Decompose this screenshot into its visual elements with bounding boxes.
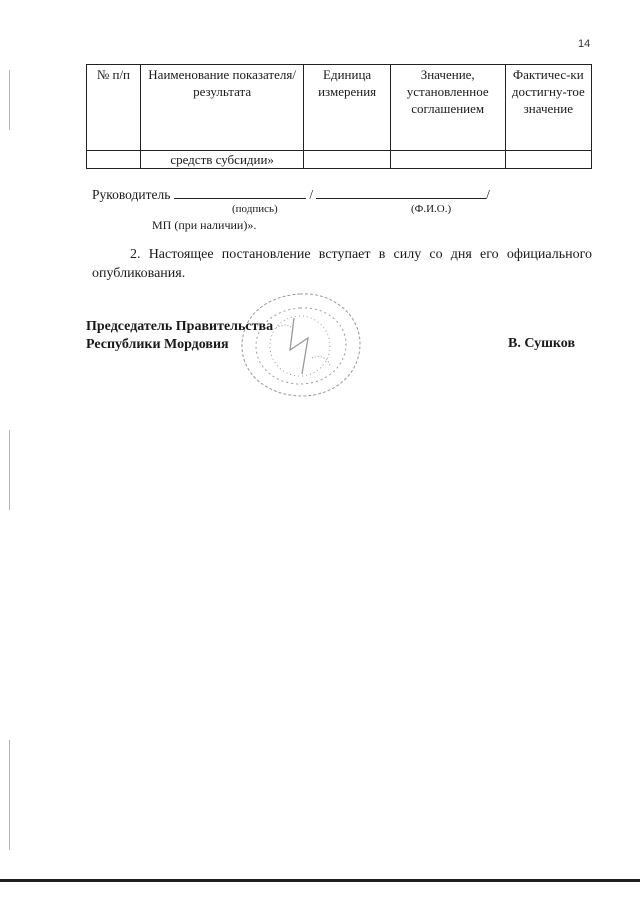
table-cell [390,151,505,169]
header-actual-value: Фактичес-ки достигну-тое значение [505,65,591,151]
table-cell [505,151,591,169]
signature-caption: (подпись) [232,203,278,215]
paragraph-entry-into-force: 2. Настоящее постановление вступает в силу со дня его официального опубликования. [92,247,592,281]
table-cell [304,151,390,169]
header-agreed-value: Значение, установленное соглашением [390,65,505,151]
table-cell [87,151,141,169]
table-header-row [87,65,592,151]
scan-edge-mark [9,70,10,130]
header-unit: Единица измерения [304,65,390,151]
header-indicator-name: Наименование показателя/результата [140,65,304,151]
scan-bottom-edge [0,879,640,882]
signature-end-slash: / [486,187,490,202]
page-number: 14 [578,38,591,50]
scan-edge-mark [9,430,10,510]
stamp-note: МП (при наличии)». [152,218,257,232]
header-number: № п/п [87,65,141,151]
chairman-title-line-2: Республики Мордовия [86,337,229,352]
signature-separator: / [309,187,314,202]
name-blank [316,185,486,199]
signature-label: Руководитель [92,187,171,202]
chairman-title-line-1: Председатель Правительства [86,319,274,334]
chairman-name: В. Сушков [508,336,576,351]
scan-edge-mark [9,740,10,850]
table-cell: средств субсидии» [140,151,304,169]
signature-blank [174,185,306,199]
table-row [87,151,592,169]
fio-caption: (Ф.И.О.) [411,203,452,215]
chairman-title [86,318,273,354]
indicators-table [86,64,592,169]
signature-line [92,185,490,203]
